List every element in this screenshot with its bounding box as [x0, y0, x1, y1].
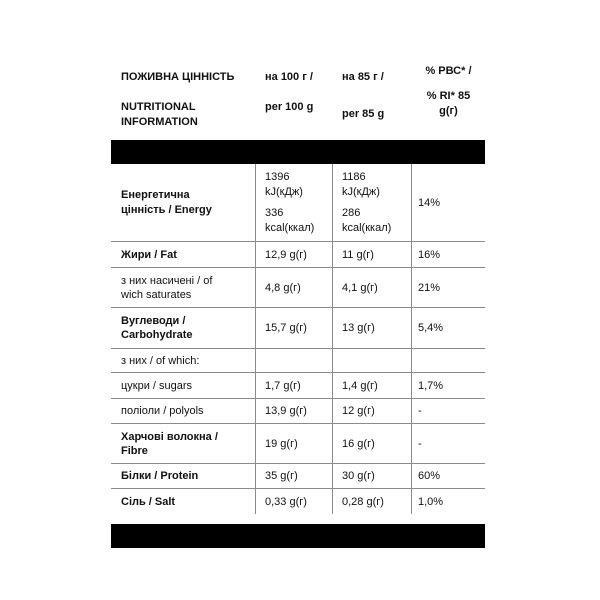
row-per100-text: 12,9 g(г) — [265, 248, 307, 261]
table-row-salt — [111, 489, 485, 514]
row-ri-text: 21% — [418, 281, 441, 294]
row-per100-text: 15,7 g(г) — [265, 322, 307, 334]
row-per85-text: 16 g(г) — [342, 437, 375, 450]
row-label-text: з них насичені / of wich saturates — [121, 274, 213, 301]
row-ri — [412, 349, 485, 372]
header-col-nutrient — [111, 60, 256, 140]
energy-per100 — [256, 164, 333, 241]
row-per100 — [256, 308, 333, 348]
table-row-of-which — [111, 349, 485, 373]
table-header — [111, 60, 485, 140]
energy-label — [111, 164, 256, 241]
header-col3-en: per 85 g — [342, 108, 385, 120]
row-ri — [412, 242, 485, 267]
row-per85-text: 12 g(г) — [342, 405, 375, 417]
row-per100-text: 1,7 g(г) — [265, 379, 301, 392]
table-row-sugars — [111, 373, 485, 399]
row-ri-text: 16% — [418, 248, 441, 261]
header-col4-ua: % РВС* / — [425, 65, 472, 77]
row-ri-text: 1,0% — [418, 495, 444, 508]
row-label — [111, 464, 256, 488]
row-per100 — [256, 242, 333, 267]
row-per85-text: 13 g(г) — [342, 322, 375, 334]
row-per100 — [256, 399, 333, 423]
row-per85 — [333, 424, 412, 463]
row-per85 — [333, 489, 412, 514]
table-body — [111, 164, 485, 514]
header-col1-ua: ПОЖИВНА ЦІННІСТЬ — [121, 71, 235, 83]
header-col-per85 — [333, 60, 412, 140]
row-per100 — [256, 464, 333, 488]
row-label-text: Харчові волокна / Fibre — [121, 430, 218, 457]
row-per100-text: 35 g(г) — [265, 470, 298, 482]
table-row-energy — [111, 164, 485, 242]
row-label — [111, 373, 256, 398]
row-ri-text: 5,4% — [418, 322, 444, 334]
row-per100 — [256, 349, 333, 372]
header-col2-ua: на 100 г / — [265, 71, 313, 83]
row-label — [111, 349, 256, 372]
row-per100 — [256, 268, 333, 307]
row-ri — [412, 373, 485, 398]
table-row-protein — [111, 464, 485, 489]
nutrition-table — [111, 60, 485, 548]
row-label-text: Білки / Protein — [121, 470, 199, 482]
row-per85 — [333, 349, 412, 372]
row-label — [111, 424, 256, 463]
row-per100 — [256, 373, 333, 398]
row-ri-text: 60% — [418, 470, 441, 482]
row-per85-text: 11 g(г) — [342, 248, 374, 261]
row-ri — [412, 489, 485, 514]
row-ri — [412, 268, 485, 307]
row-label-text: Жири / Fat — [121, 248, 177, 261]
row-per85-text: 30 g(г) — [342, 470, 375, 482]
row-per100-text: 13,9 g(г) — [265, 405, 307, 417]
row-ri-text: - — [418, 437, 422, 450]
header-col1-en: NUTRITIONAL INFORMATION — [121, 101, 198, 128]
table-row-saturates — [111, 268, 485, 308]
row-label — [111, 242, 256, 267]
row-per85 — [333, 308, 412, 348]
footer-divider-bar — [111, 524, 485, 548]
table-row-fat — [111, 242, 485, 268]
row-per85 — [333, 373, 412, 398]
row-ri-text: - — [418, 405, 422, 417]
row-per100 — [256, 489, 333, 514]
row-label-text: цукри / sugars — [121, 379, 193, 392]
row-per100 — [256, 424, 333, 463]
row-per100-text: 19 g(г) — [265, 437, 298, 450]
energy-per100-kcal: 336 kcal(ккал) — [265, 206, 315, 234]
row-label — [111, 268, 256, 307]
header-col2-en: per 100 g — [265, 101, 314, 113]
header-col-ri — [412, 60, 485, 140]
table-row-carbohydrate — [111, 308, 485, 349]
row-ri — [412, 399, 485, 423]
row-label — [111, 308, 256, 348]
row-per85-text: 0,28 g(г) — [342, 495, 384, 508]
table-row-fibre — [111, 424, 485, 464]
header-divider-bar — [111, 140, 485, 164]
row-per85 — [333, 464, 412, 488]
row-per85 — [333, 399, 412, 423]
table-row-polyols — [111, 399, 485, 424]
row-label-text: з них / of which: — [121, 354, 200, 367]
row-per85-text: 1,4 g(г) — [342, 379, 378, 392]
row-ri — [412, 424, 485, 463]
energy-per85-kj: 1186 kJ(кДж) — [342, 170, 380, 198]
row-per85-text: 4,1 g(г) — [342, 281, 378, 294]
row-ri — [412, 308, 485, 348]
energy-ri — [412, 164, 485, 241]
header-col4-en: % RI* 85 g(г) — [426, 90, 471, 117]
energy-per85 — [333, 164, 412, 241]
row-per100-text: 0,33 g(г) — [265, 495, 307, 508]
row-label-text: Вуглеводи / Carbohydrate — [121, 315, 193, 341]
header-col3-ua: на 85 г / — [342, 71, 384, 83]
row-label — [111, 399, 256, 423]
header-col-per100 — [256, 60, 333, 140]
energy-per100-kj: 1396 kJ(кДж) — [265, 170, 303, 198]
row-per100-text: 4,8 g(г) — [265, 281, 301, 294]
energy-per85-kcal: 286 kcal(ккал) — [342, 206, 392, 234]
energy-label-text: Енергетична цінність / Energy — [121, 188, 212, 216]
row-label-text: поліоли / polyols — [121, 405, 204, 417]
row-label — [111, 489, 256, 514]
row-per85 — [333, 268, 412, 307]
energy-ri-value: 14% — [418, 196, 441, 209]
row-per85 — [333, 242, 412, 267]
row-ri — [412, 464, 485, 488]
row-label-text: Сіль / Salt — [121, 495, 176, 508]
row-ri-text: 1,7% — [418, 379, 444, 392]
